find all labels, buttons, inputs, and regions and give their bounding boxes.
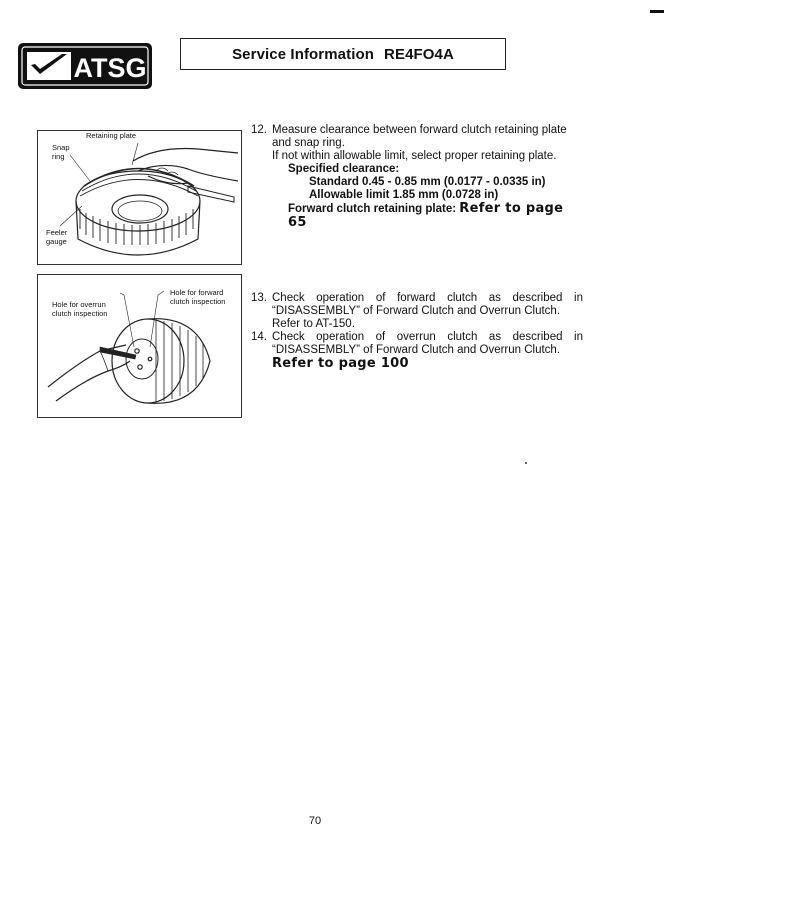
spec-title: Specified clearance: — [288, 163, 400, 175]
step-text: Check operation of overrun clutch as described in — [272, 331, 583, 343]
step-number: 14. — [251, 331, 267, 343]
step-13 — [251, 292, 583, 331]
figure-inspection-holes — [37, 274, 242, 418]
plate-reference — [272, 202, 583, 230]
page-reference: Refer to page 65 — [288, 201, 564, 230]
label-overrun-hole-1: Hole for overrun — [52, 300, 106, 309]
atsg-logo — [18, 43, 152, 89]
stray-dot — [525, 462, 527, 464]
procedure-steps — [251, 124, 583, 370]
label-overrun-hole-2: clutch inspection — [52, 309, 108, 318]
step-text: “DISASSEMBLY” of Forward Clutch and Overrun Clutch. — [272, 344, 561, 356]
step-text: Check operation of forward clutch as described in — [272, 292, 583, 304]
spec-standard: Standard 0.45 - 0.85 mm (0.0177 - 0.0335 in) — [309, 176, 546, 188]
step-text: “DISASSEMBLY” of Forward Clutch and Overrun Clutch. — [272, 305, 561, 317]
step-number: 12. — [251, 124, 267, 136]
title-prefix: Service Information — [232, 45, 375, 63]
label-snap-ring-2: ring — [52, 152, 65, 161]
page-title — [180, 38, 506, 70]
step-12 — [251, 124, 583, 230]
spec-allowable: Allowable limit 1.85 mm (0.0728 in) — [309, 189, 499, 201]
step-text: and snap ring. — [272, 137, 345, 149]
title-model: RE4FO4A — [384, 45, 454, 63]
step-text: Measure clearance between forward clutch retaining plate — [272, 124, 567, 136]
figure-clearance-measurement — [37, 130, 242, 265]
label-snap-ring-1: Snap — [52, 143, 70, 152]
corner-mark — [650, 10, 664, 13]
label-feeler-1: Feeler — [46, 228, 68, 237]
logo-text: ATSG — [73, 53, 147, 83]
plate-label: Forward clutch retaining plate: — [288, 203, 457, 215]
page-number: 70 — [308, 815, 322, 827]
label-forward-hole-2: clutch inspection — [170, 297, 226, 306]
step-text: If not within allowable limit, select proper retaining plate. — [272, 150, 557, 162]
page-reference: Refer to page 100 — [272, 356, 409, 371]
label-feeler-2: gauge — [46, 237, 67, 246]
step-number: 13. — [251, 292, 267, 304]
label-retaining-plate: Retaining plate — [86, 131, 137, 140]
step-text: Refer to AT-150. — [272, 318, 355, 330]
step-14 — [251, 331, 583, 370]
label-forward-hole-1: Hole for forward — [170, 288, 224, 297]
